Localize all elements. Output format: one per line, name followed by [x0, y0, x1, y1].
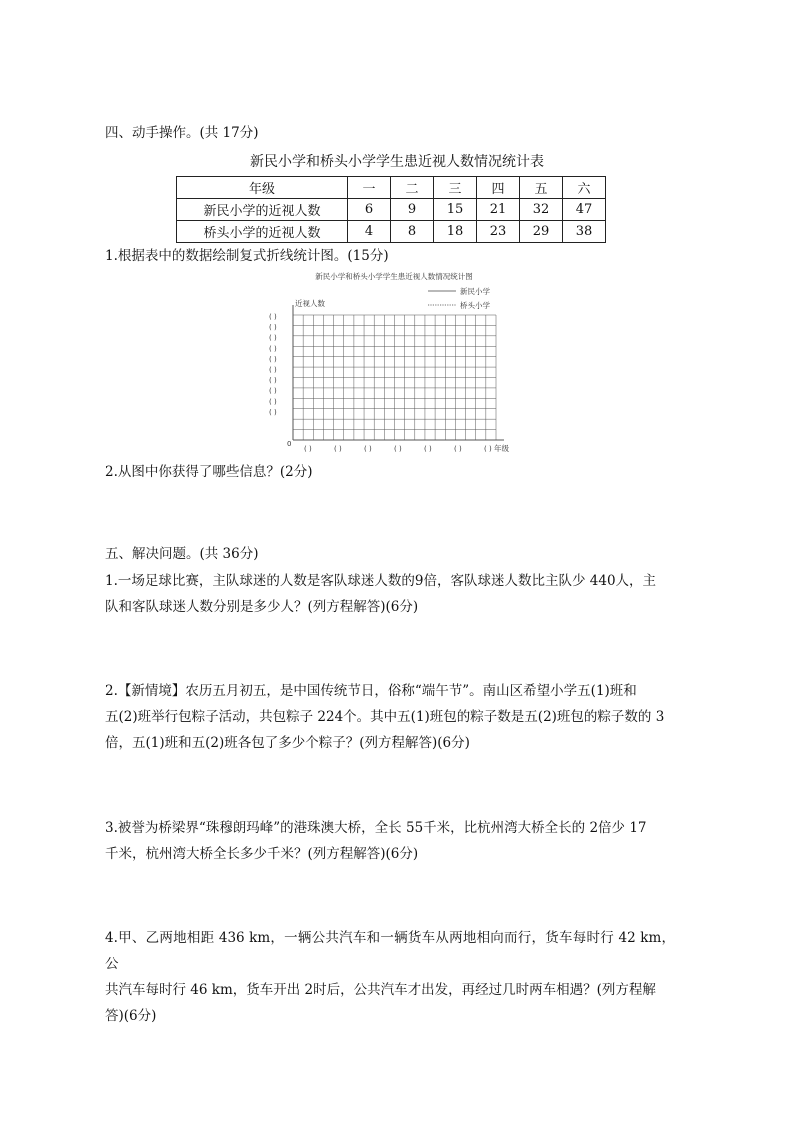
x-axis-blank: ( )	[334, 445, 342, 453]
table-cell: 4	[348, 221, 391, 243]
table-row-label: 新民小学的近视人数	[177, 199, 348, 221]
table-cell: 9	[391, 199, 434, 221]
graph-grid	[293, 315, 496, 440]
table-cell: 23	[477, 221, 520, 243]
y-axis-blank: ( )	[269, 313, 277, 321]
table-header-label: 年级	[177, 177, 348, 199]
problem-4-line: 4.甲、乙两地相距 436 km，一辆公共汽车和一辆货车从两地相向而行，货车每时行 42 km，公	[105, 930, 675, 972]
x-axis-blank: ( )	[364, 445, 372, 453]
problem-3-line: 千米，杭州湾大桥全长多少千米？(列方程解答)(6分)	[105, 846, 419, 862]
myopia-data-table	[176, 176, 606, 243]
problem-1	[105, 568, 675, 620]
table-cell: 47	[563, 199, 606, 221]
legend-label-xinmin: 新民小学	[460, 287, 490, 296]
table-row	[177, 177, 606, 199]
legend-label-qiaotou: 桥头小学	[460, 301, 490, 310]
problem-2-line: 2.【新情境】农历五月初五，是中国传统节日，俗称“端午节”。南山区希望小学五(1)班和	[105, 683, 637, 699]
x-axis-blank: ( )	[454, 445, 462, 453]
section-4-heading: 四、动手操作。(共 17分)	[105, 125, 259, 141]
problem-1-line: 队和客队球迷人数分别是多少人？(列方程解答)(6分)	[105, 599, 419, 615]
y-axis-blank: ( )	[269, 366, 277, 374]
table-cell: 32	[520, 199, 563, 221]
x-axis-blanks	[304, 445, 492, 453]
table-cell: 8	[391, 221, 434, 243]
table-cell: 21	[477, 199, 520, 221]
y-axis-blank: ( )	[269, 323, 277, 332]
y-axis-blank: ( )	[269, 376, 277, 385]
x-axis-blank: ( )	[394, 445, 402, 453]
table-cell: 15	[434, 199, 477, 221]
y-axis-blanks	[269, 313, 277, 416]
problem-4-line: 共汽车每时行 46 km，货车开出 2时后，公共汽车才出发，再经过几时两车相遇？(列方程解	[105, 982, 656, 998]
problem-3	[105, 815, 675, 867]
y-axis-blank: ( )	[269, 355, 277, 364]
question-4-2: 2.从图中你获得了哪些信息？(2分)	[105, 464, 313, 480]
problem-4	[105, 925, 675, 1029]
table-cell: 29	[520, 221, 563, 243]
problem-4-line: 答)(6分)	[105, 1008, 157, 1024]
graph-origin-label: 0	[287, 440, 292, 448]
blank-line-graph	[262, 268, 522, 458]
problem-2	[105, 678, 675, 756]
graph-canvas	[262, 268, 522, 458]
y-axis-blank: ( )	[269, 408, 277, 417]
table-row	[177, 199, 606, 221]
section-5-heading: 五、解决问题。(共 36分)	[105, 546, 259, 562]
x-axis-blank: ( )	[484, 445, 492, 453]
y-axis-blank: ( )	[269, 344, 277, 353]
problem-2-line: 五(2)班举行包粽子活动，共包粽子 224个。其中五(1)班包的粽子数是五(2)班包的粽子数的 3	[105, 709, 665, 725]
graph-title: 新民小学和桥头小学学生患近视人数情况统计图	[315, 272, 473, 281]
y-axis-blank: ( )	[269, 334, 277, 343]
problem-2-line: 倍，五(1)班和五(2)班各包了多少个粽子？(列方程解答)(6分)	[105, 735, 470, 751]
x-axis-blank: ( )	[304, 445, 312, 453]
table-cell: 38	[563, 221, 606, 243]
table-row	[177, 221, 606, 243]
problem-1-line: 1.一场足球比赛，主队球迷的人数是客队球迷人数的9倍，客队球迷人数比主队少 440人，主	[105, 573, 657, 589]
table-grade-cell: 一	[348, 177, 391, 199]
y-axis-blank: ( )	[269, 397, 277, 406]
table-grade-cell: 四	[477, 177, 520, 199]
table-grade-cell: 六	[563, 177, 606, 199]
graph-y-axis-label: 近视人数	[295, 299, 325, 308]
table-row-label: 桥头小学的近视人数	[177, 221, 348, 243]
question-4-1: 1.根据表中的数据绘制复式折线统计图。(15分)	[105, 248, 389, 264]
table-title: 新民小学和桥头小学学生患近视人数情况统计表	[250, 154, 544, 170]
table-grade-cell: 三	[434, 177, 477, 199]
problem-3-line: 3.被誉为桥梁界“珠穆朗玛峰”的港珠澳大桥，全长 55千米，比杭州湾大桥全长的 2倍少 17	[105, 820, 647, 836]
y-axis-blank: ( )	[269, 387, 277, 396]
table-grade-cell: 五	[520, 177, 563, 199]
table-grade-cell: 二	[391, 177, 434, 199]
x-axis-blank: ( )	[424, 445, 432, 453]
graph-x-axis-label: 年级	[494, 444, 509, 453]
table-cell: 18	[434, 221, 477, 243]
table-cell: 6	[348, 199, 391, 221]
